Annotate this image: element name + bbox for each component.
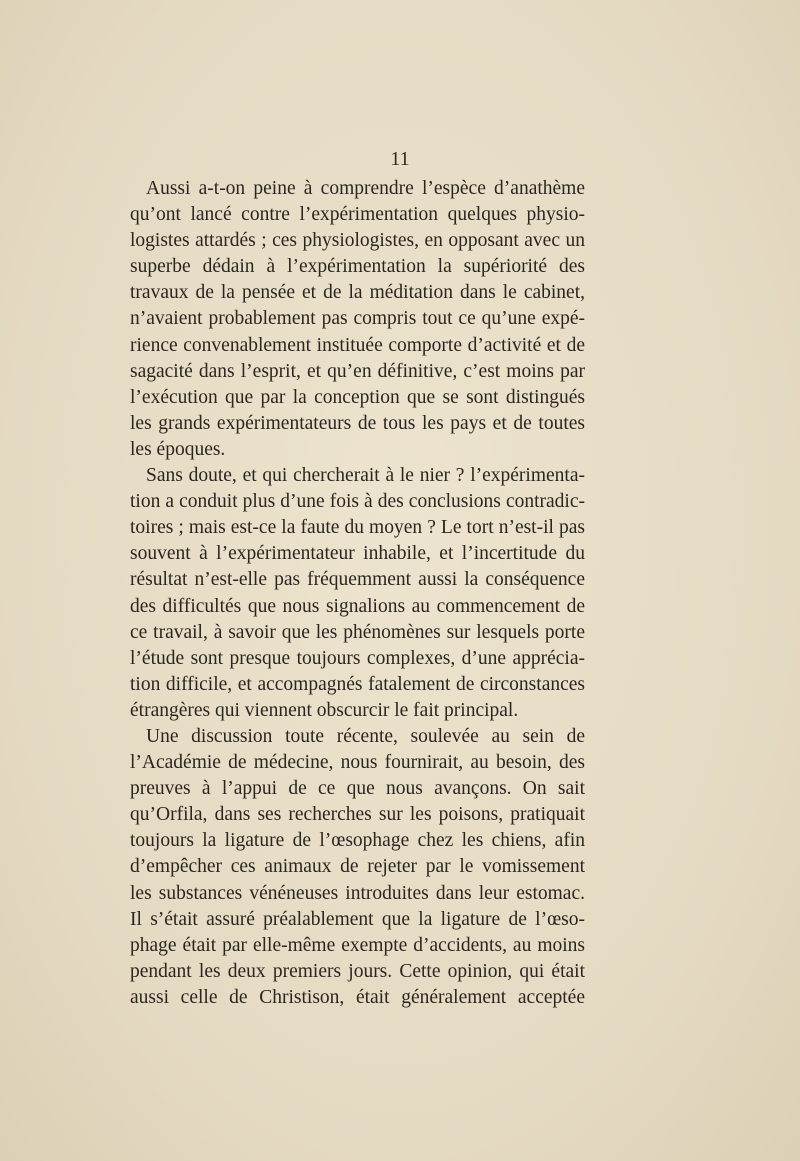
text-line: Il s’était assuré préalablement que la ligature de l’œso-	[130, 908, 585, 930]
text-line: des difficultés que nous signalions au commencement de	[130, 595, 585, 617]
text-line: aussi celle de Christison, était généralement acceptée	[130, 986, 585, 1008]
text-line: résultat n’est-elle pas fréquemment aussi la conséquence	[130, 569, 585, 591]
text-line: les substances vénéneuses introduites dans leur estomac.	[130, 882, 585, 904]
text-line: phage était par elle-même exempte d’accidents, au moins	[130, 934, 585, 956]
text-line: sagacité dans l’esprit, et qu’en définitive, c’est moins par	[130, 360, 585, 382]
text-line: qu’Orfila, dans ses recherches sur les poisons, pratiquait	[130, 804, 585, 826]
text-line: Une discussion toute récente, soulevée au sein de	[146, 725, 585, 747]
text-line: Sans doute, et qui chercherait à le nier ? l’expérimenta-	[146, 465, 585, 487]
body-text	[130, 176, 585, 1011]
text-line: d’empêcher ces animaux de rejeter par le vomissement	[130, 856, 585, 878]
text-line: les grands expérimentateurs de tous les pays et de toutes	[130, 412, 585, 434]
text-line: rience convenablement instituée comporte d’activité et de	[130, 334, 585, 356]
text-line: toujours la ligature de l’œsophage chez les chiens, afin	[130, 830, 585, 852]
text-line: souvent à l’expérimentateur inhabile, et l’incertitude du	[130, 543, 585, 565]
text-line: preuves à l’appui de ce que nous avançons. On sait	[130, 778, 585, 800]
text-line: ce travail, à savoir que les phénomènes sur lesquels porte	[130, 621, 585, 643]
text-line: toires ; mais est-ce la faute du moyen ? Le tort n’est-il pas	[130, 517, 585, 539]
text-line: tion a conduit plus d’une fois à des conclusions contradic-	[130, 491, 585, 513]
text-line: Aussi a-t-on peine à comprendre l’espèce d’anathème	[146, 178, 585, 199]
page-number: 11	[390, 148, 410, 170]
text-line: tion difficile, et accompagnés fatalement de circonstances	[130, 673, 585, 695]
text-line: l’étude sont presque toujours complexes, d’une apprécia-	[130, 647, 585, 669]
text-line: pendant les deux premiers jours. Cette opinion, qui était	[130, 960, 585, 982]
text-line: superbe dédain à l’expérimentation la supériorité des	[130, 256, 585, 278]
text-line: logistes attardés ; ces physiologistes, en opposant avec un	[130, 230, 585, 252]
text-line: travaux de la pensée et de la méditation dans le cabinet,	[130, 282, 585, 304]
text-line: les époques.	[130, 438, 226, 460]
text-line: qu’ont lancé contre l’expérimentation quelques physio-	[130, 204, 585, 226]
text-line: l’exécution que par la conception que se sont distingués	[130, 386, 585, 408]
text-line: l’Académie de médecine, nous fournirait, au besoin, des	[130, 752, 585, 774]
text-line: n’avaient probablement pas compris tout ce qu’une expé-	[130, 308, 585, 330]
text-line: étrangères qui viennent obscurcir le fait principal.	[130, 699, 519, 721]
